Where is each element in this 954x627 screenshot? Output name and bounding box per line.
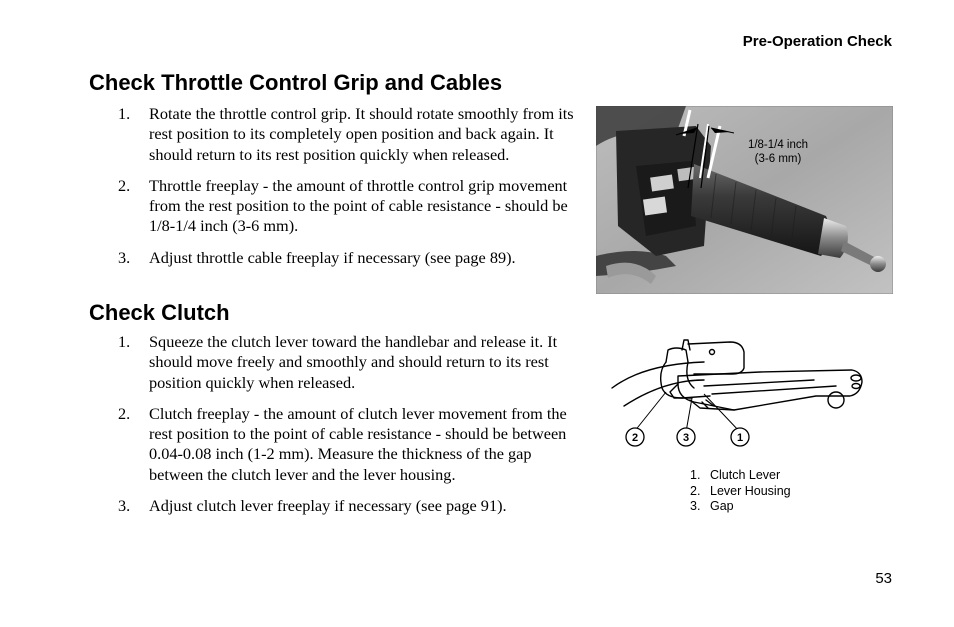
throttle-grip-photo xyxy=(596,106,893,294)
step-number: 3. xyxy=(118,496,131,516)
step-text: Throttle freeplay - the amount of throttle control grip movement from the rest position to the point of cable resistance - should be 1/8-1/4 inch (3-6 mm). xyxy=(149,175,568,236)
legend-item xyxy=(690,499,791,515)
freeplay-label-metric: (3-6 mm) xyxy=(754,153,802,165)
step-number: 3. xyxy=(118,247,131,267)
diagram-legend xyxy=(690,468,791,515)
list-item xyxy=(118,248,583,268)
page-number: 53 xyxy=(875,570,892,587)
legend-item xyxy=(690,468,791,484)
legend-label: Lever Housing xyxy=(710,483,791,498)
throttle-heading: Check Throttle Control Grip and Cables xyxy=(89,70,503,95)
throttle-steps xyxy=(118,104,583,279)
clutch-lever-diagram xyxy=(604,336,884,461)
step-text: Rotate the throttle control grip. It should rotate smoothly from its rest position to its completely open position and back again. It should return to its rest position quickly when released. xyxy=(149,104,574,164)
callout-1: 1 xyxy=(736,432,744,444)
callout-2: 2 xyxy=(631,432,639,444)
clutch-steps xyxy=(118,332,583,527)
legend-label: Clutch Lever xyxy=(710,468,781,482)
list-item xyxy=(118,176,583,237)
legend-number: 2. xyxy=(690,483,701,498)
step-number: 2. xyxy=(118,403,131,423)
list-item xyxy=(118,104,583,165)
list-item xyxy=(118,496,583,516)
step-text: Adjust throttle cable freeplay if necessary (see page 89). xyxy=(149,247,516,267)
step-number: 2. xyxy=(118,175,131,195)
step-text: Adjust clutch lever freeplay if necessary (see page 91). xyxy=(149,496,507,516)
callout-3: 3 xyxy=(682,432,690,444)
clutch-heading: Check Clutch xyxy=(89,300,230,325)
list-item xyxy=(118,404,583,485)
step-text: Squeeze the clutch lever toward the handlebar and release it. It should move freely and smoothly and should return to its rest position quickly when released. xyxy=(149,332,558,392)
running-header: Pre-Operation Check xyxy=(742,33,892,50)
legend-number: 3. xyxy=(690,499,701,513)
list-item xyxy=(118,332,583,393)
freeplay-label: 1/8-1/4 inch xyxy=(747,139,809,151)
legend-number: 1. xyxy=(690,468,701,482)
legend-item xyxy=(690,484,791,500)
step-number: 1. xyxy=(118,104,131,123)
step-number: 1. xyxy=(118,332,131,351)
legend-label: Gap xyxy=(710,499,734,513)
step-text: Clutch freeplay - the amount of clutch lever movement from the rest position to the point of cable resistance - should be between 0.04-0.08 inch (1-2 mm). Measure the thickness of the gap between the clutch lever and the lever housing. xyxy=(149,403,567,484)
